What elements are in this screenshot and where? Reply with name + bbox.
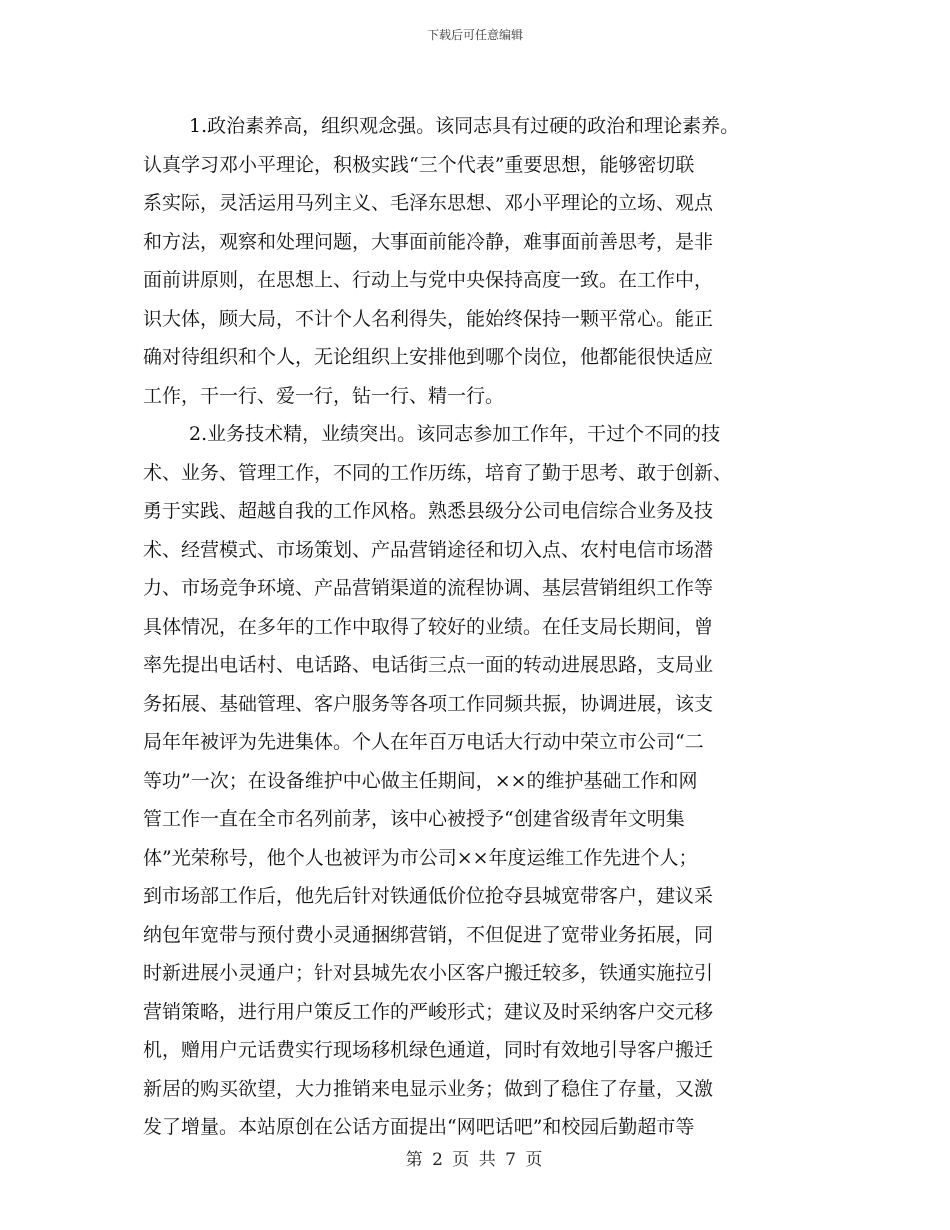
paragraph-line: 面前讲原则，在思想上、行动上与党中央保持高度一致。在工作中，: [143, 269, 714, 291]
paragraph-line: 时新进展小灵通户；针对县城先农小区客户搬迁较多，铁通实施拉引: [143, 962, 714, 984]
paragraph-line: 具体情况，在多年的工作中取得了较好的业绩。在任支局长期间，曾: [143, 615, 714, 638]
paragraph-line: 机，赠用户元话费实行现场移机绿色通道，同时有效地引导客户搬迁: [143, 1039, 714, 1061]
paragraph-line: 等功”一次；在设备维护中心做主任期间，××的维护基础工作和网: [143, 769, 698, 792]
paragraph-line: 2.业务技术精，业绩突出。该同志参加工作年，干过个不同的技: [189, 423, 721, 445]
paragraph-line: 1.政治素养高，组织观念强。该同志具有过硬的政治和理论素养。: [189, 115, 740, 137]
paragraph-line: 术、经营模式、市场策划、产品营销途径和切入点、农村电信市场潜: [143, 538, 714, 561]
paragraph-line: 体”光荣称号，他个人也被评为市公司××年度运维工作先进个人；: [143, 846, 698, 869]
paragraph-line: 到市场部工作后，他先后针对铁通低价位抢夺县城宽带客户，建议采: [143, 885, 714, 907]
paragraph-line: 认真学习邓小平理论，积极实践“三个代表”重要思想，能够密切联: [143, 153, 695, 176]
paragraph-line: 术、业务、管理工作，不同的工作历练，培育了勤于思考、敢于创新、: [143, 461, 733, 484]
paragraph-line: 勇于实践、超越自我的工作风格。熟悉县级分公司电信综合业务及技: [143, 500, 714, 522]
paragraph-line: 确对待组织和个人，无论组织上安排他到哪个岗位，他都能很快适应: [143, 346, 714, 368]
paragraph-line: 力、市场竞争环境、产品营销渠道的流程协调、基层营销组织工作等: [143, 577, 714, 599]
page-footer: 第 2 页 共 7 页: [405, 1150, 545, 1170]
paragraph-line: 工作，干一行、爱一行，钻一行、精一行。: [143, 384, 505, 407]
paragraph-line: 营销策略，进行用户策反工作的严峻形式；建议及时采纳客户交元移: [143, 1000, 714, 1023]
paragraph-line: 管工作一直在全市名列前茅，该中心被授予“创建省级青年文明集: [143, 808, 685, 830]
paragraph-line: 发了增量。本站原创在公话方面提出“网吧话吧”和校园后勤超市等: [143, 1116, 695, 1138]
paragraph-line: 务拓展、基础管理、客户服务等各项工作同频共振，协调进展，该支: [143, 692, 714, 715]
document-body: [143, 107, 813, 1147]
paragraph-line: 新居的购买欲望，大力推销来电显示业务；做到了稳住了存量，又激: [143, 1077, 714, 1100]
paragraph-line: 识大体，顾大局，不计个人名利得失，能始终保持一颗平常心。能正: [143, 307, 714, 330]
paragraph-line: 率先提出电话村、电话路、电话街三点一面的转动进展思路，支局业: [143, 654, 714, 676]
paragraph-line: 纳包年宽带与预付费小灵通捆绑营销，不但促进了宽带业务拓展，同: [143, 923, 714, 946]
header-note: 下载后可任意编辑: [426, 28, 523, 42]
paragraph-line: 局年年被评为先进集体。个人在年百万电话大行动中荣立市公司“二: [143, 731, 704, 753]
paragraph-line: 系实际，灵活运用马列主义、毛泽东思想、邓小平理论的立场、观点: [143, 192, 714, 214]
paragraph-line: 和方法，观察和处理问题，大事面前能冷静，难事面前善思考，是非: [143, 230, 714, 253]
